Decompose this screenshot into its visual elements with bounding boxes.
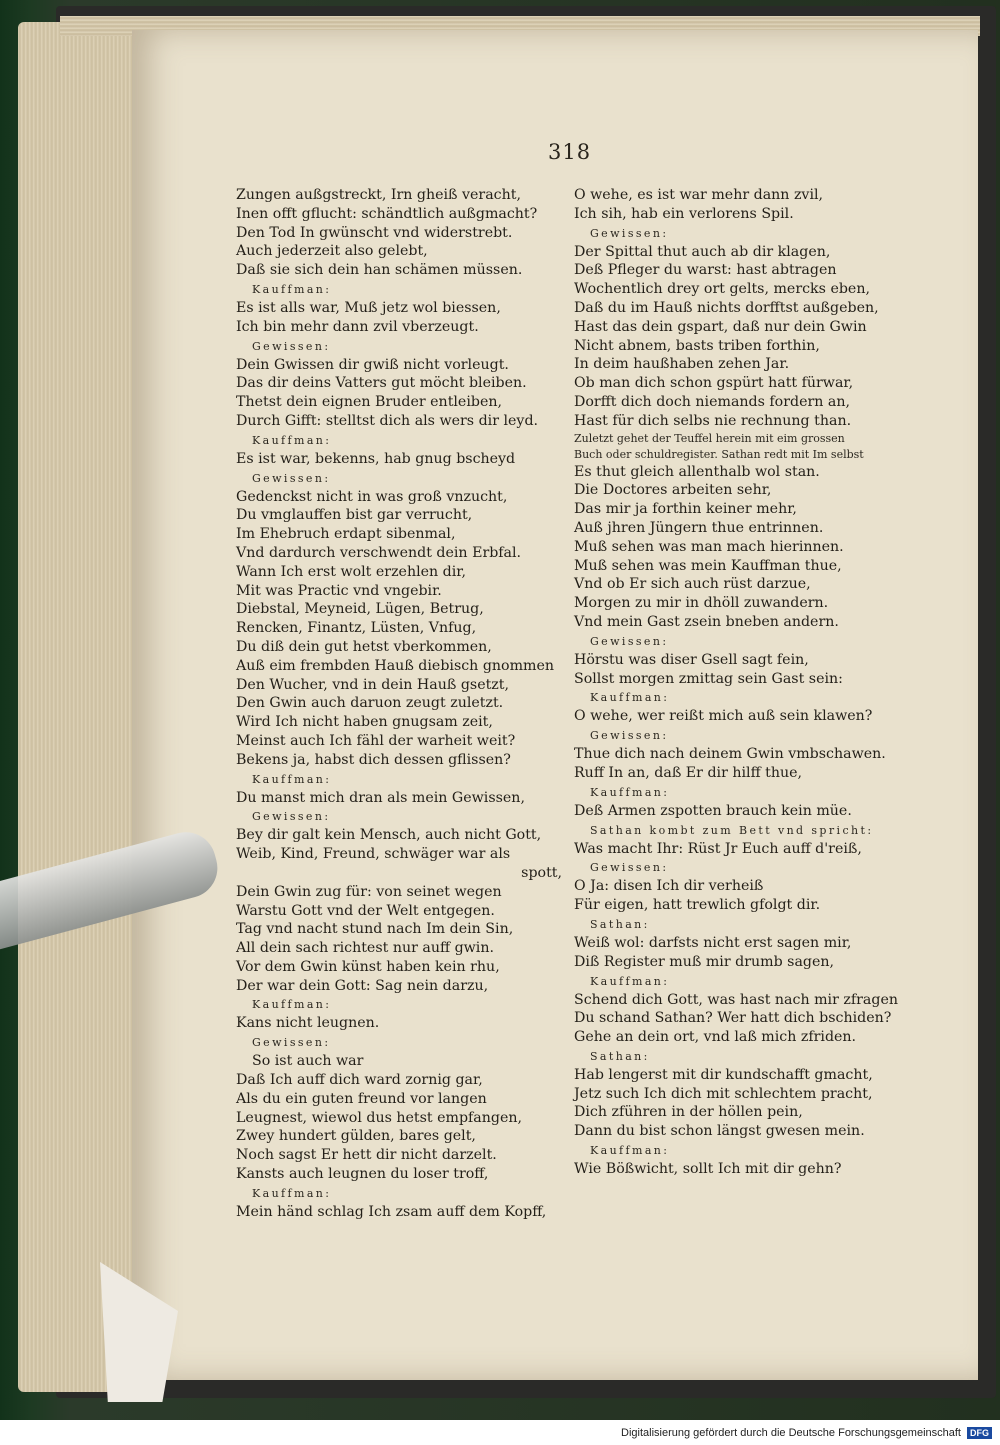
verse-line: Gehe an dein ort, vnd laß mich zfriden.	[574, 1029, 857, 1046]
verse-line: Deß Pfleger du warst: hast abtragen	[574, 262, 837, 279]
verse-line: Daß Ich auff dich ward zornig gar,	[236, 1072, 483, 1089]
speaker-label: Kauffman:	[590, 974, 670, 988]
verse-line: O wehe, wer reißt mich auß sein klawen?	[574, 708, 873, 725]
right-text-column	[574, 186, 914, 1179]
verse-line: Ich bin mehr dann zvil vberzeugt.	[236, 318, 479, 335]
verse-line: Dein Gwin zug für: von seinet wegen	[236, 883, 502, 900]
verse-line: Morgen zu mir in dhöll zuwandern.	[574, 595, 829, 612]
verse-line: Kans nicht leugnen.	[236, 1015, 380, 1032]
speaker-label: Kauffman:	[252, 282, 332, 296]
speaker-label: Kauffman:	[590, 691, 670, 705]
verse-line: Mein händ schlag Ich zsam auff dem Kopff,	[236, 1203, 547, 1220]
verse-line: Bey dir galt kein Mensch, auch nicht Gott,	[236, 827, 542, 844]
speaker-label: Gewissen:	[252, 1036, 331, 1050]
verse-line: Muß sehen was mein Kauffman thue,	[574, 557, 842, 574]
verse-line: Weib, Kind, Freund, schwäger war als	[236, 846, 511, 863]
verse-line: Wie Bößwicht, sollt Ich mit dir gehn?	[574, 1161, 842, 1178]
verse-line: Thue dich nach deinem Gwin vmbschawen.	[574, 746, 886, 763]
verse-line: Meinst auch Ich fähl der warheit weit?	[236, 732, 516, 749]
verse-line: Daß du im Hauß nichts dorfftst außgeben,	[574, 299, 879, 316]
verse-line: Dann du bist schon längst gwesen mein.	[574, 1123, 865, 1140]
verse-line: Den Wucher, vnd in dein Hauß gsetzt,	[236, 676, 509, 693]
dfg-logo: DFG	[967, 1427, 992, 1439]
verse-line: Im Ehebruch erdapt sibenmal,	[236, 526, 456, 543]
verse-line: Wird Ich nicht haben gnugsam zeit,	[236, 714, 493, 731]
verse-line: Diebstal, Meyneid, Lügen, Betrug,	[236, 601, 484, 618]
left-text-column	[236, 186, 562, 1222]
verse-line: Weiß wol: darfsts nicht erst sagen mir,	[574, 934, 852, 951]
verse-line: Ruff In an, daß Er dir hilff thue,	[574, 764, 803, 781]
speaker-label: Kauffman:	[252, 433, 332, 447]
verse-line: Du schand Sathan? Wer hatt dich bschiden?	[574, 1010, 892, 1027]
verse-line: Den Gwin auch daruon zeugt zuletzt.	[236, 695, 504, 712]
verse-line: Der war dein Gott: Sag nein darzu,	[236, 977, 489, 994]
speaker-label: Kauffman:	[590, 1144, 670, 1158]
verse-line: Jetz such Ich dich mit schlechtem pracht,	[574, 1085, 873, 1102]
speaker-label: Gewissen:	[252, 810, 331, 824]
page-number: 318	[548, 140, 592, 164]
speaker-label: Gewissen:	[590, 226, 669, 240]
speaker-label: Kauffman:	[252, 998, 332, 1012]
verse-line: Was macht Ihr: Rüst Jr Euch auff d'reiß,	[574, 840, 862, 857]
footer-bar	[0, 1420, 1000, 1445]
speaker-label: Kauffman:	[590, 785, 670, 799]
verse-line: Tag vnd nacht stund nach Im dein Sin,	[236, 921, 514, 938]
verse-line: Deß Armen zspotten brauch kein müe.	[574, 802, 852, 819]
verse-line: Vnd mein Gast zsein bneben andern.	[574, 613, 839, 630]
verse-line: Leugnest, wiewol dus hetst empfangen,	[236, 1109, 523, 1126]
speaker-label: Sathan:	[590, 1049, 650, 1063]
verse-line: Hast für dich selbs nie rechnung than.	[574, 412, 852, 429]
speaker-label: Gewissen:	[252, 339, 331, 353]
funding-notice: Digitalisierung gefördert durch die Deutsche Forschungsgemeinschaft	[621, 1426, 961, 1439]
verse-line: Der Spittal thut auch ab dir klagen,	[574, 243, 831, 260]
verse-line: Kansts auch leugnen du loser troff,	[236, 1166, 489, 1183]
verse-line: Zwey hundert gülden, bares gelt,	[236, 1128, 476, 1145]
verse-line: Thetst dein eignen Bruder entleiben,	[236, 394, 502, 411]
verse-line: Bekens ja, habst dich dessen gflissen?	[236, 751, 511, 768]
speaker-label: Gewissen:	[590, 861, 669, 875]
verse-line: Für eigen, hatt trewlich gfolgt dir.	[574, 897, 821, 914]
verse-line: Schend dich Gott, was hast nach mir zfragen	[574, 991, 898, 1008]
verse-line: Inen offt gflucht: schändtlich außgmacht?	[236, 205, 538, 222]
verse-line: Muß sehen was man mach hierinnen.	[574, 538, 844, 555]
verse-line: Daß sie sich dein han schämen müssen.	[236, 262, 523, 279]
verse-line: Mit was Practic vnd vngebir.	[236, 582, 442, 599]
stage-direction: Zuletzt gehet der Teuffel herein mit eim grossen	[574, 431, 845, 445]
verse-line: Du manst mich dran als mein Gewissen,	[236, 789, 525, 806]
verse-line: Du vmglauffen bist gar verrucht,	[236, 507, 473, 524]
speaker-label: Gewissen:	[590, 729, 669, 743]
verse-line: Ob man dich schon gspürt hatt fürwar,	[574, 375, 854, 392]
verse-line: Hast das dein gspart, daß nur dein Gwin	[574, 318, 867, 335]
speaker-label: Sathan:	[590, 917, 650, 931]
verse-line: Auß jhren Jüngern thue entrinnen.	[574, 519, 824, 536]
verse-line: Zungen außgstreckt, Irn gheiß veracht,	[236, 187, 521, 203]
verse-line: Auch jederzeit also gelebt,	[236, 243, 428, 260]
verse-line: spott,	[521, 864, 562, 881]
stage-direction: Buch oder schuldregister. Sathan redt mit Im selbst	[574, 447, 864, 461]
speaker-label: Kauffman:	[252, 772, 332, 786]
verse-line: Es ist alls war, Muß jetz wol biessen,	[236, 299, 501, 316]
verse-line: So ist auch war	[252, 1053, 364, 1070]
verse-line: In deim haußhaben zehen Jar.	[574, 356, 790, 373]
verse-line: Wann Ich erst wolt erzehlen dir,	[236, 563, 467, 580]
verse-line: All dein sach richtest nur auff gwin.	[236, 940, 494, 957]
speaker-label: Gewissen:	[252, 471, 331, 485]
verse-line: Durch Gifft: stelltst dich als wers dir leyd.	[236, 412, 539, 429]
verse-line: Wochentlich drey ort gelts, mercks eben,	[574, 281, 870, 298]
verse-line: Dich zführen in der höllen pein,	[574, 1104, 803, 1121]
page-edges	[18, 22, 138, 1392]
verse-line: Das mir ja forthin keiner mehr,	[574, 501, 797, 518]
verse-line: O wehe, es ist war mehr dann zvil,	[574, 187, 824, 203]
verse-line: Vnd dardurch verschwendt dein Erbfal.	[236, 544, 522, 561]
verse-line: Es thut gleich allenthalb wol stan.	[574, 463, 820, 480]
verse-line: Vor dem Gwin künst haben kein rhu,	[236, 958, 500, 975]
verse-line: Auß eim frembden Hauß diebisch gnommen	[236, 657, 555, 674]
verse-line: Den Tod In gwünscht vnd widerstrebt.	[236, 224, 513, 241]
speaker-label: Gewissen:	[590, 634, 669, 648]
verse-line: O Ja: disen Ich dir verheiß	[574, 878, 764, 895]
speaker-label: Kauffman:	[252, 1186, 332, 1200]
verse-line: Diß Register muß mir drumb sagen,	[574, 953, 835, 970]
verse-line: Du diß dein gut hetst vberkommen,	[236, 638, 492, 655]
verse-line: Dorfft dich doch niemands fordern an,	[574, 393, 850, 410]
verse-line: Die Doctores arbeiten sehr,	[574, 482, 772, 499]
verse-line: Ich sih, hab ein verlorens Spil.	[574, 205, 794, 222]
verse-line: Vnd ob Er sich auch rüst darzue,	[574, 576, 811, 593]
verse-line: Es ist war, bekenns, hab gnug bscheyd	[236, 450, 516, 467]
verse-line: Als du ein guten freund vor langen	[236, 1090, 487, 1107]
verse-line: Sollst morgen zmittag sein Gast sein:	[574, 670, 843, 687]
verse-line: Gedenckst nicht in was groß vnzucht,	[236, 488, 508, 505]
verse-line: Warstu Gott vnd der Welt entgegen.	[236, 902, 495, 919]
verse-line: Nicht abnem, basts triben forthin,	[574, 337, 820, 354]
verse-line: Das dir deins Vatters gut möcht bleiben.	[236, 375, 527, 392]
verse-line: Hörstu was diser Gsell sagt fein,	[574, 651, 809, 668]
speaker-label: Sathan kombt zum Bett vnd spricht:	[590, 823, 874, 837]
verse-line: Noch sagst Er hett dir nicht darzelt.	[236, 1147, 497, 1164]
verse-line: Rencken, Finantz, Lüsten, Vnfug,	[236, 620, 477, 637]
verse-line: Dein Gwissen dir gwiß nicht vorleugt.	[236, 356, 509, 373]
verse-line: Hab lengerst mit dir kundschafft gmacht,	[574, 1066, 873, 1083]
